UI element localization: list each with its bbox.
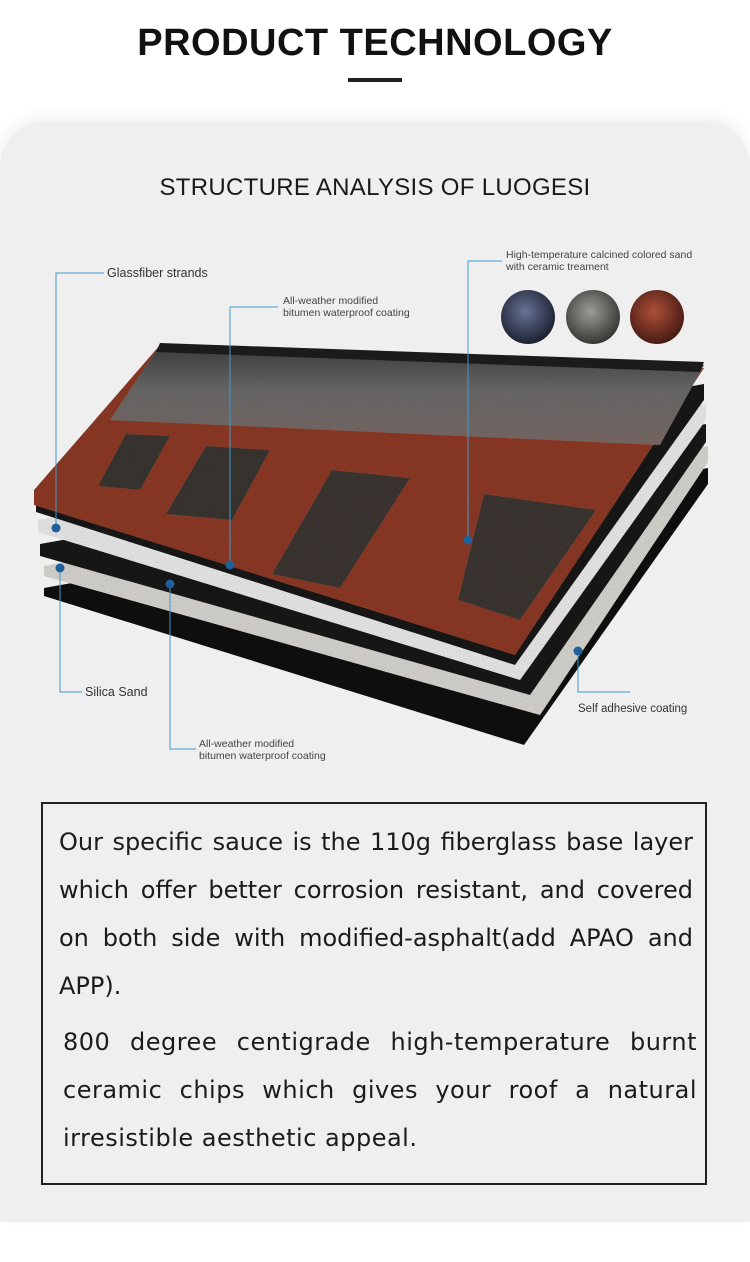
label-bitumen-top-line2: bitumen waterproof coating	[283, 307, 410, 319]
leader-dot	[56, 564, 65, 573]
label-bitumen-top	[283, 295, 410, 319]
label-sand-line2: with ceramic treament	[506, 261, 609, 273]
label-bitumen-bottom	[199, 738, 326, 762]
label-sand-line1: High-temperature calcined colored sand	[506, 249, 693, 261]
label-self-adhesive: Self adhesive coating	[578, 703, 688, 715]
sand-swatch-blue	[501, 290, 555, 344]
leader-dot	[574, 647, 583, 656]
label-bitumen-bottom-line1: All-weather modified	[199, 738, 295, 750]
leader-dot	[464, 536, 473, 545]
label-glassfiber: Glassfiber strands	[107, 266, 208, 280]
label-bitumen-bottom-line2: bitumen waterproof coating	[199, 750, 326, 762]
label-sand	[506, 249, 692, 273]
sand-swatch-red	[630, 290, 684, 344]
label-bitumen-top-line1: All-weather modified	[283, 295, 379, 307]
diagram-title: STRUCTURE ANALYSIS OF LUOGESI	[159, 174, 591, 201]
description-paragraph-2: 800 degree centigrade high-temperature burnt ceramic chips which gives your roof a natural irresistible aesthetic appeal.	[63, 1028, 697, 1152]
description-paragraph-1: Our specific sauce is the 110g fiberglass base layer which offer better corrosion resistant, and covered on both side with modified-asphalt(add APAO and APP).	[59, 828, 693, 1000]
leader-dot	[226, 561, 235, 570]
page-title: PRODUCT TECHNOLOGY	[137, 22, 613, 64]
leader-dot	[52, 524, 61, 533]
sand-swatch-grey	[566, 290, 620, 344]
label-silica: Silica Sand	[85, 685, 148, 699]
leader-dot	[166, 580, 175, 589]
description-box	[41, 802, 707, 1185]
